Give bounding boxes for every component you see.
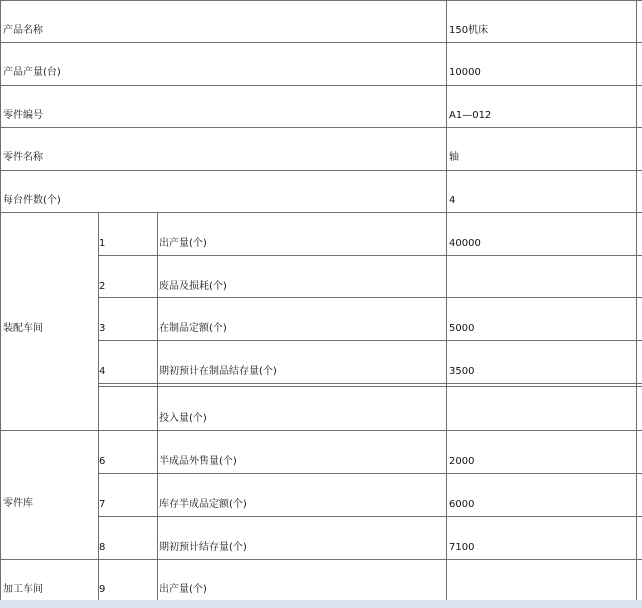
item-label: 在制品定额(个) <box>159 323 227 334</box>
item-label: 期初预计在制品结存量(个) <box>159 366 277 377</box>
item-label: 出产量(个) <box>159 584 207 595</box>
item-value: 2000 <box>449 456 475 467</box>
grid-line <box>0 127 642 128</box>
section-label: 加工车间 <box>3 584 43 595</box>
item-label: 废品及损耗(个) <box>159 281 227 292</box>
item-number: 7 <box>99 499 106 510</box>
grid-line <box>446 0 447 600</box>
item-number: 9 <box>99 584 106 595</box>
grid-line <box>98 516 642 517</box>
grid-line <box>98 386 642 387</box>
grid-line <box>0 212 642 213</box>
row-label: 零件名称 <box>3 152 43 163</box>
grid-line <box>98 297 642 298</box>
row-value: 10000 <box>449 67 481 78</box>
item-number: 6 <box>99 456 106 467</box>
item-label: 投入量(个) <box>159 413 207 424</box>
item-number: 1 <box>99 238 106 249</box>
item-label: 半成品外售量(个) <box>159 456 237 467</box>
grid-line <box>0 42 642 43</box>
item-value: 7100 <box>449 542 475 553</box>
item-label: 库存半成品定额(个) <box>159 499 247 510</box>
row-value: A1—012 <box>449 110 492 121</box>
item-number: 3 <box>99 323 106 334</box>
grid-line <box>0 170 642 171</box>
item-label: 期初预计结存量(个) <box>159 542 247 553</box>
row-label: 每台件数(个) <box>3 195 61 206</box>
item-value: 3500 <box>449 366 475 377</box>
item-label: 出产量(个) <box>159 238 207 249</box>
grid-line <box>98 255 642 256</box>
row-value: 4 <box>449 195 456 206</box>
grid-line <box>0 0 642 1</box>
row-value: 150机床 <box>449 25 489 36</box>
grid-line <box>98 473 642 474</box>
grid-line <box>157 212 158 600</box>
grid-line <box>0 430 642 431</box>
section-label: 零件库 <box>3 498 33 509</box>
row-label: 产品产量(台) <box>3 67 61 78</box>
item-number: 4 <box>99 366 106 377</box>
item-number: 2 <box>99 281 106 292</box>
grid-line <box>98 383 642 384</box>
row-label: 产品名称 <box>3 25 43 36</box>
grid-line <box>98 340 642 341</box>
item-value: 6000 <box>449 499 475 510</box>
grid-line <box>0 559 642 560</box>
item-value: 40000 <box>449 238 481 249</box>
item-number: 8 <box>99 542 106 553</box>
section-label: 装配车间 <box>3 323 43 334</box>
row-label: 零件编号 <box>3 110 43 121</box>
item-value: 5000 <box>449 323 475 334</box>
grid-line <box>0 0 1 600</box>
grid-line <box>0 85 642 86</box>
grid-line <box>636 0 637 600</box>
row-value: 轴 <box>449 152 459 163</box>
horizontal-scrollbar-track[interactable] <box>0 600 642 608</box>
